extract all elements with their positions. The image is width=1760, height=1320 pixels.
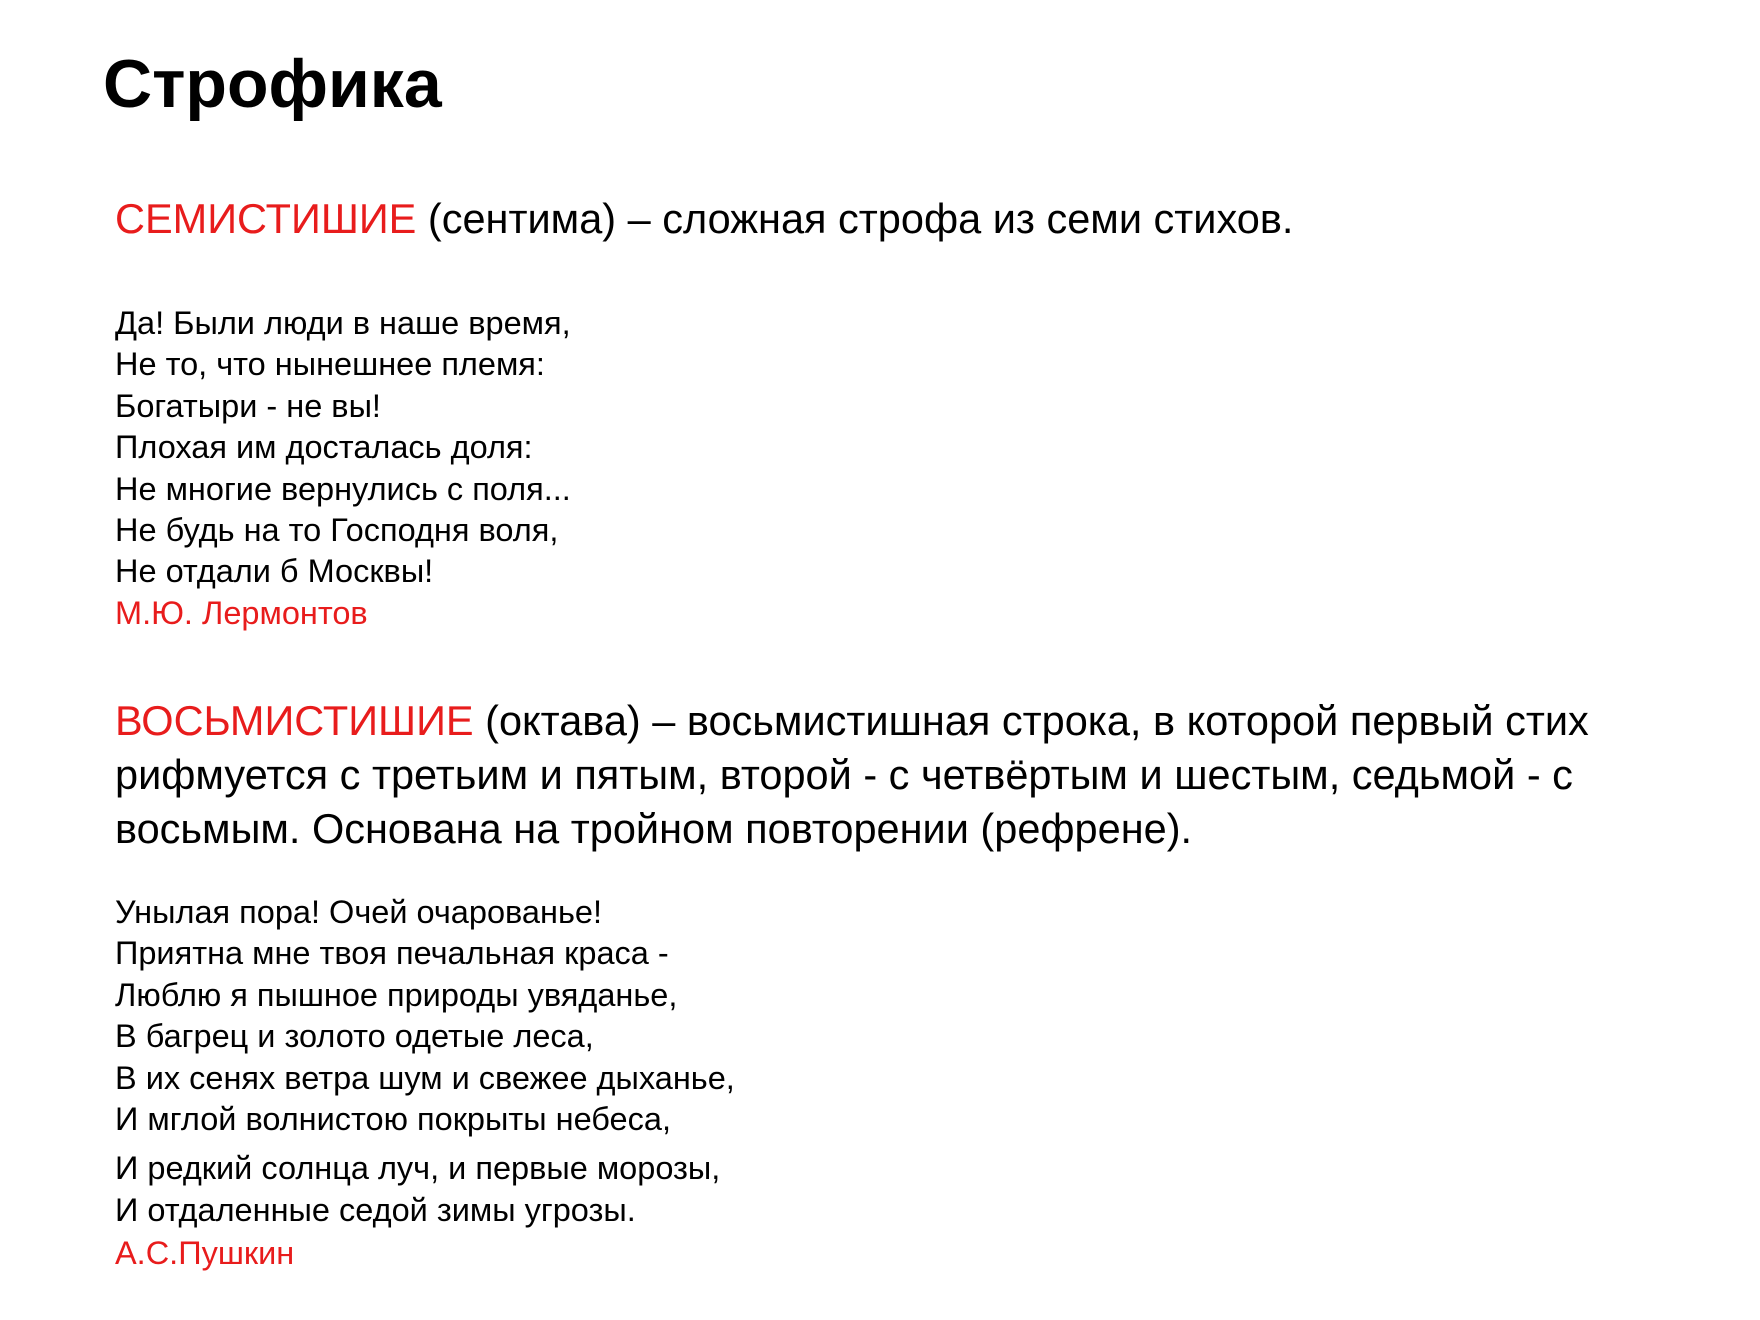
term-octave: ВОСЬМИСТИШИЕ xyxy=(115,697,474,744)
poem-line: Не многие вернулись с поля... xyxy=(115,470,571,507)
author-lermontov: М.Ю. Лермонтов xyxy=(115,595,368,631)
poem-line: Богатыри - не вы! xyxy=(115,387,381,424)
definition-octave xyxy=(115,694,1675,856)
author-pushkin: А.С.Пушкин xyxy=(115,1235,295,1271)
poem-line: Унылая пора! Очей очарованье! xyxy=(115,894,602,930)
poem-line: Не будь на то Господня воля, xyxy=(115,512,559,549)
poem-line: Плохая им досталась доля: xyxy=(115,429,533,466)
poem-line: Не то, что нынешнее племя: xyxy=(115,346,545,383)
slide-title: Строфика xyxy=(103,46,442,122)
poem-pushkin xyxy=(115,892,735,1231)
poem-line: И отдаленные седой зимы угрозы. xyxy=(115,1191,636,1228)
definition-septima xyxy=(115,192,1293,246)
poem-line: Люблю я пышное природы увяданье, xyxy=(115,976,678,1013)
poem-line: Да! Были люди в наше время, xyxy=(115,305,571,341)
poem-line: В багрец и золото одетые леса, xyxy=(115,1018,594,1055)
poem-line: И мглой волнистою покрыты небеса, xyxy=(115,1101,671,1138)
poem-line: Приятна мне твоя печальная краса - xyxy=(115,935,669,972)
term-septima: СЕМИСТИШИЕ xyxy=(115,195,417,242)
poem-line: И редкий солнца луч, и первые морозы, xyxy=(115,1150,721,1187)
definition-text-octave: (октава) – восьмистишная строка, в которой первый стих рифмуется с третьим и пятым, второй - с четвёртым и шестым, седьмой - с восьмым. Основана на тройном повторении (рефрене). xyxy=(115,697,1589,852)
poem-lermontov xyxy=(115,303,571,593)
poem-line: Не отдали б Москвы! xyxy=(115,553,434,590)
poem-line: В их сенях ветра шум и свежее дыханье, xyxy=(115,1059,735,1096)
definition-text-septima: (сентима) – сложная строфа из семи стихов. xyxy=(416,195,1294,242)
